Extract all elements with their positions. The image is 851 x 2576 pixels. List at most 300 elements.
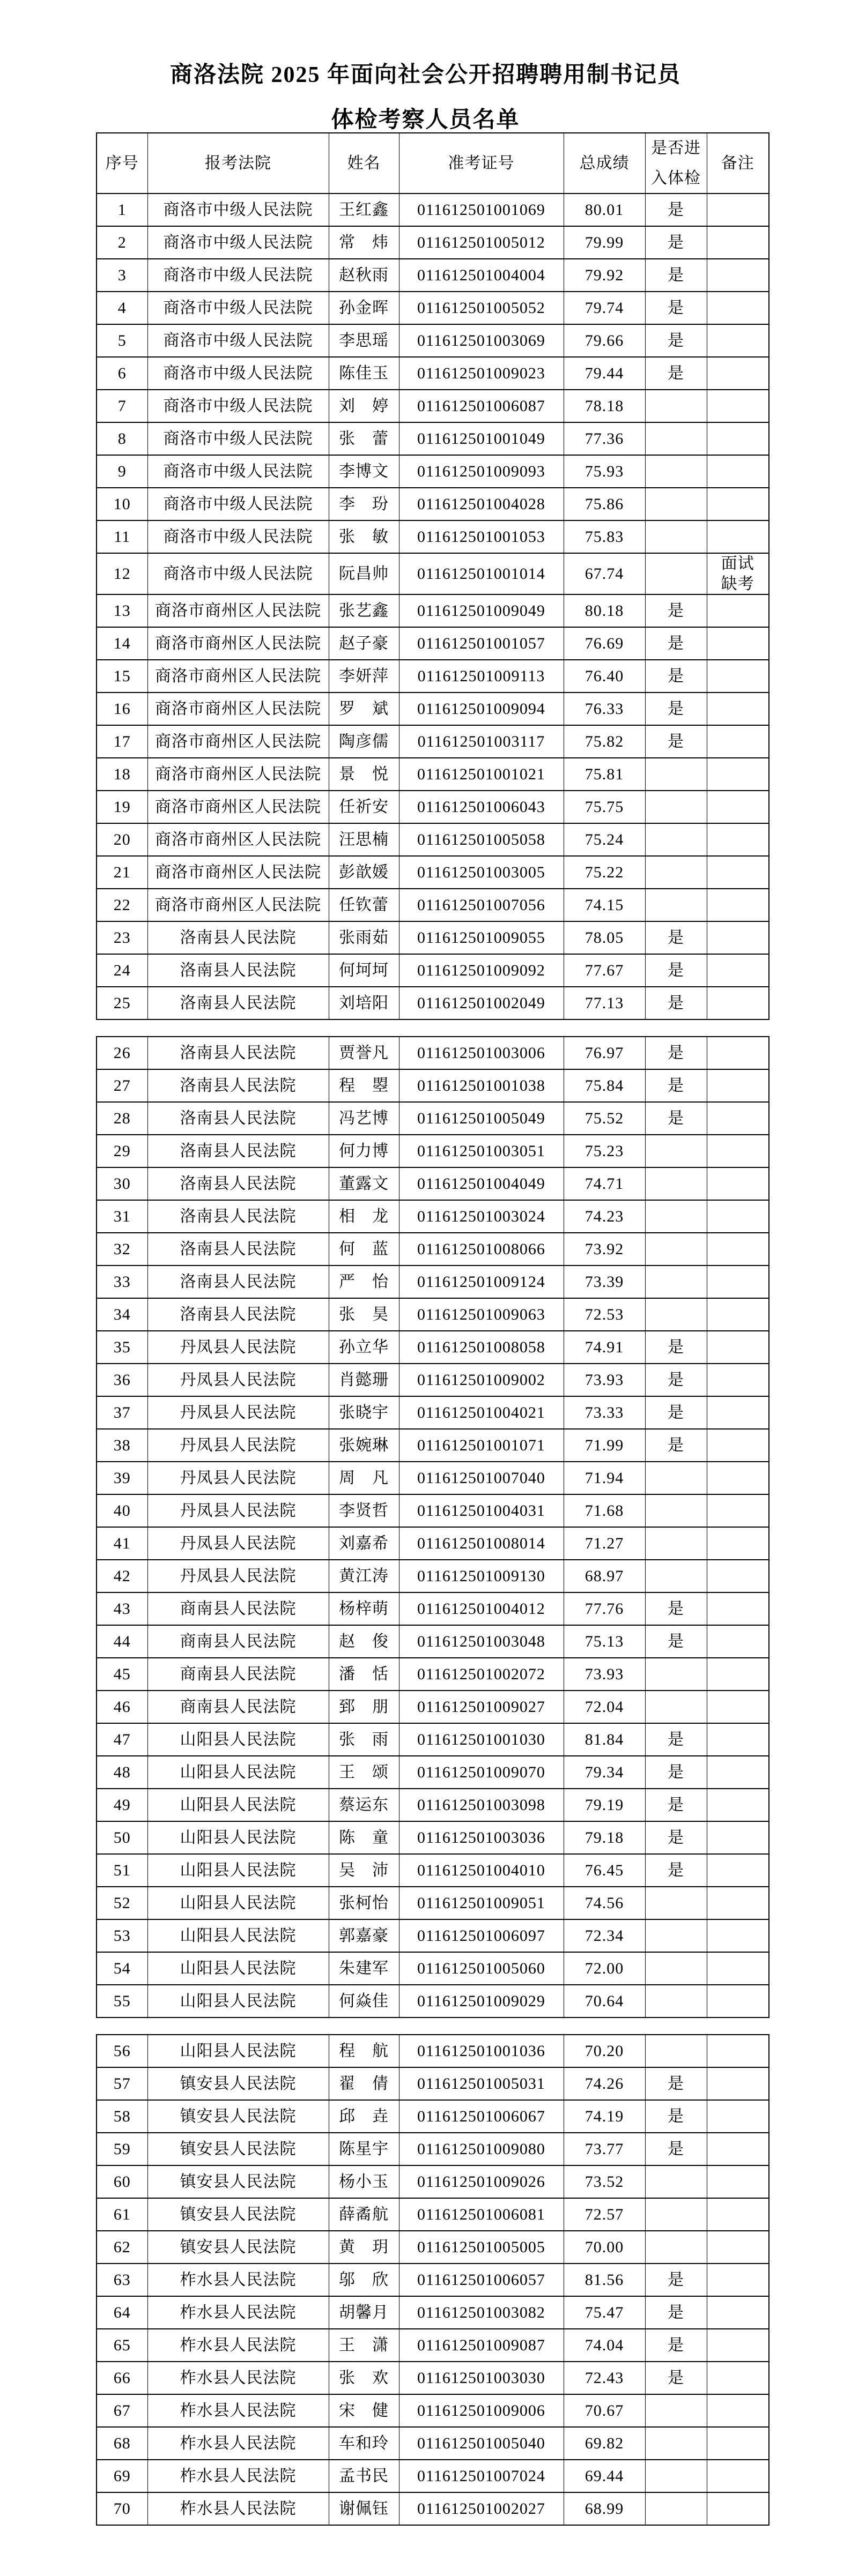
cell-name: 李贤哲 (329, 1494, 399, 1527)
cell-pass: 是 (645, 1331, 707, 1364)
cell-court: 商洛市中级人民法院 (147, 259, 329, 292)
cell-score: 71.94 (564, 1462, 645, 1494)
cell-no: 56 (97, 2035, 147, 2067)
cell-remark (707, 758, 769, 791)
cell-remark (707, 1298, 769, 1331)
cell-remark (707, 520, 769, 553)
cell-score: 74.91 (564, 1331, 645, 1364)
cell-name: 王红鑫 (329, 193, 399, 226)
cell-remark (707, 259, 769, 292)
cell-score: 75.52 (564, 1102, 645, 1135)
cell-name: 孟书民 (329, 2460, 399, 2492)
cell-no: 47 (97, 1723, 147, 1756)
cell-ticket: 011612501007040 (399, 1462, 564, 1494)
cell-no: 48 (97, 1756, 147, 1789)
cell-pass (645, 1952, 707, 1985)
cell-no: 60 (97, 2165, 147, 2198)
cell-remark (707, 791, 769, 823)
cell-court: 柞水县人民法院 (147, 2296, 329, 2329)
cell-remark (707, 2067, 769, 2100)
cell-no: 59 (97, 2133, 147, 2165)
cell-name: 王 潇 (329, 2329, 399, 2362)
cell-ticket: 011612501009063 (399, 1298, 564, 1331)
cell-no: 8 (97, 422, 147, 455)
cell-pass: 是 (645, 594, 707, 627)
cell-no: 62 (97, 2231, 147, 2264)
cell-score: 79.44 (564, 357, 645, 390)
cell-name: 张晓宇 (329, 1396, 399, 1429)
table-row (97, 1298, 769, 1331)
cell-court: 镇安县人民法院 (147, 2133, 329, 2165)
cell-court: 商洛市商州区人民法院 (147, 660, 329, 693)
cell-ticket: 011612501003069 (399, 324, 564, 357)
cell-pass: 是 (645, 1037, 707, 1069)
table-row (97, 292, 769, 324)
cell-court: 商南县人民法院 (147, 1691, 329, 1723)
cell-remark (707, 193, 769, 226)
cell-score: 72.43 (564, 2362, 645, 2394)
cell-no: 36 (97, 1364, 147, 1396)
cell-ticket: 011612501004028 (399, 488, 564, 520)
cell-court: 山阳县人民法院 (147, 1919, 329, 1952)
cell-court: 商洛市商州区人民法院 (147, 889, 329, 921)
cell-no: 50 (97, 1821, 147, 1854)
cell-remark (707, 1102, 769, 1135)
cell-court: 商南县人民法院 (147, 1658, 329, 1691)
cell-pass (645, 1560, 707, 1592)
cell-court: 丹凤县人民法院 (147, 1462, 329, 1494)
cell-remark (707, 2362, 769, 2394)
cell-score: 80.18 (564, 594, 645, 627)
cell-score: 81.56 (564, 2264, 645, 2296)
cell-score: 80.01 (564, 193, 645, 226)
cell-remark (707, 2100, 769, 2133)
cell-court: 丹凤县人民法院 (147, 1429, 329, 1462)
cell-court: 洛南县人民法院 (147, 1102, 329, 1135)
cell-court: 洛南县人民法院 (147, 1167, 329, 1200)
cell-court: 洛南县人民法院 (147, 954, 329, 987)
table-row (97, 1756, 769, 1789)
cell-pass: 是 (645, 259, 707, 292)
cell-remark (707, 2329, 769, 2362)
cell-score: 76.97 (564, 1037, 645, 1069)
cell-remark (707, 2133, 769, 2165)
cell-name: 郅 朋 (329, 1691, 399, 1723)
cell-pass (645, 823, 707, 856)
cell-remark (707, 1560, 769, 1592)
cell-pass (645, 1265, 707, 1298)
cell-name: 黄江涛 (329, 1560, 399, 1592)
cell-ticket: 011612501004031 (399, 1494, 564, 1527)
cell-court: 镇安县人民法院 (147, 2165, 329, 2198)
cell-score: 76.69 (564, 627, 645, 660)
table-row (97, 1952, 769, 1985)
cell-court: 丹凤县人民法院 (147, 1494, 329, 1527)
cell-remark (707, 889, 769, 921)
cell-court: 商洛市中级人民法院 (147, 553, 329, 594)
cell-ticket: 011612501001036 (399, 2035, 564, 2067)
cell-pass (645, 1167, 707, 1200)
cell-score: 74.15 (564, 889, 645, 921)
cell-ticket: 011612501007056 (399, 889, 564, 921)
table-row (97, 1494, 769, 1527)
cell-score: 75.93 (564, 455, 645, 488)
cell-pass (645, 1462, 707, 1494)
cell-pass: 是 (645, 1625, 707, 1658)
cell-score: 74.04 (564, 2329, 645, 2362)
cell-ticket: 011612501009055 (399, 921, 564, 954)
cell-ticket: 011612501006081 (399, 2198, 564, 2231)
cell-remark (707, 1396, 769, 1429)
table-row (97, 2067, 769, 2100)
cell-court: 商洛市中级人民法院 (147, 488, 329, 520)
cell-no: 15 (97, 660, 147, 693)
cell-pass (645, 422, 707, 455)
cell-pass: 是 (645, 1789, 707, 1821)
cell-ticket: 011612501001014 (399, 553, 564, 594)
cell-remark (707, 390, 769, 422)
table-row (97, 889, 769, 921)
table-row (97, 2133, 769, 2165)
cell-no: 53 (97, 1919, 147, 1952)
cell-remark (707, 1952, 769, 1985)
cell-name: 吴 沛 (329, 1854, 399, 1887)
cell-pass: 是 (645, 1429, 707, 1462)
cell-no: 42 (97, 1560, 147, 1592)
cell-score: 73.93 (564, 1364, 645, 1396)
cell-remark (707, 2492, 769, 2525)
cell-name: 张 昊 (329, 1298, 399, 1331)
cell-remark (707, 292, 769, 324)
cell-court: 洛南县人民法院 (147, 1233, 329, 1265)
cell-pass (645, 1494, 707, 1527)
cell-court: 商洛市商州区人民法院 (147, 627, 329, 660)
cell-pass (645, 1135, 707, 1167)
cell-pass (645, 2231, 707, 2264)
table-row (97, 1396, 769, 1429)
cell-pass: 是 (645, 1723, 707, 1756)
table-row (97, 791, 769, 823)
cell-name: 陈佳玉 (329, 357, 399, 390)
cell-ticket: 011612501001057 (399, 627, 564, 660)
cell-ticket: 011612501003005 (399, 856, 564, 889)
cell-no: 34 (97, 1298, 147, 1331)
cell-remark (707, 2231, 769, 2264)
table-row (97, 1691, 769, 1723)
table-row (97, 1592, 769, 1625)
cell-court: 商洛市商州区人民法院 (147, 758, 329, 791)
table-row (97, 1331, 769, 1364)
cell-court: 商洛市商州区人民法院 (147, 823, 329, 856)
cell-court: 柞水县人民法院 (147, 2329, 329, 2362)
cell-no: 17 (97, 725, 147, 758)
cell-no: 24 (97, 954, 147, 987)
cell-name: 潘 恬 (329, 1658, 399, 1691)
cell-remark: 面试缺考 (707, 553, 769, 594)
cell-no: 58 (97, 2100, 147, 2133)
cell-score: 79.18 (564, 1821, 645, 1854)
cell-score: 78.05 (564, 921, 645, 954)
cell-remark (707, 1037, 769, 1069)
table-row (97, 1167, 769, 1200)
cell-ticket: 011612501004004 (399, 259, 564, 292)
cell-no: 35 (97, 1331, 147, 1364)
cell-ticket: 011612501003051 (399, 1135, 564, 1167)
cell-pass: 是 (645, 2362, 707, 2394)
cell-no: 26 (97, 1037, 147, 1069)
table-row (97, 2296, 769, 2329)
cell-ticket: 011612501005005 (399, 2231, 564, 2264)
cell-no: 55 (97, 1985, 147, 2017)
cell-remark (707, 2427, 769, 2460)
cell-score: 77.67 (564, 954, 645, 987)
cell-no: 61 (97, 2198, 147, 2231)
cell-name: 严 怡 (329, 1265, 399, 1298)
cell-score: 75.75 (564, 791, 645, 823)
cell-ticket: 011612501001038 (399, 1069, 564, 1102)
cell-pass (645, 889, 707, 921)
table-row (97, 357, 769, 390)
table-row (97, 1854, 769, 1887)
cell-court: 洛南县人民法院 (147, 1298, 329, 1331)
table-row (97, 2427, 769, 2460)
cell-ticket: 011612501009070 (399, 1756, 564, 1789)
cell-no: 69 (97, 2460, 147, 2492)
cell-pass (645, 390, 707, 422)
cell-score: 74.26 (564, 2067, 645, 2100)
cell-court: 丹凤县人民法院 (147, 1396, 329, 1429)
cell-court: 洛南县人民法院 (147, 921, 329, 954)
cell-score: 72.34 (564, 1919, 645, 1952)
cell-pass (645, 2165, 707, 2198)
cell-score: 74.56 (564, 1887, 645, 1919)
cell-remark (707, 1494, 769, 1527)
cell-no: 65 (97, 2329, 147, 2362)
cell-pass: 是 (645, 2264, 707, 2296)
table-row (97, 1037, 769, 1069)
cell-pass (645, 2035, 707, 2067)
cell-score: 75.47 (564, 2296, 645, 2329)
cell-score: 75.24 (564, 823, 645, 856)
cell-ticket: 011612501003098 (399, 1789, 564, 1821)
cell-score: 79.74 (564, 292, 645, 324)
cell-score: 70.67 (564, 2394, 645, 2427)
cell-court: 柞水县人民法院 (147, 2460, 329, 2492)
cell-score: 75.13 (564, 1625, 645, 1658)
cell-name: 张 蕾 (329, 422, 399, 455)
cell-name: 张雨茹 (329, 921, 399, 954)
cell-pass: 是 (645, 627, 707, 660)
cell-ticket: 011612501009094 (399, 693, 564, 725)
cell-court: 山阳县人民法院 (147, 1854, 329, 1887)
cell-name: 何坷坷 (329, 954, 399, 987)
cell-ticket: 011612501003030 (399, 2362, 564, 2394)
cell-pass (645, 791, 707, 823)
cell-no: 12 (97, 553, 147, 594)
cell-ticket: 011612501009092 (399, 954, 564, 987)
cell-score: 79.99 (564, 226, 645, 259)
cell-name: 李妍萍 (329, 660, 399, 693)
cell-name: 刘培阳 (329, 987, 399, 1019)
cell-remark (707, 1429, 769, 1462)
cell-no: 18 (97, 758, 147, 791)
cell-no: 30 (97, 1167, 147, 1200)
cell-pass (645, 2198, 707, 2231)
table-row (97, 725, 769, 758)
table-row (97, 488, 769, 520)
cell-court: 镇安县人民法院 (147, 2100, 329, 2133)
table-row (97, 921, 769, 954)
cell-score: 72.53 (564, 1298, 645, 1331)
cell-ticket: 011612501003036 (399, 1821, 564, 1854)
cell-pass: 是 (645, 2100, 707, 2133)
cell-ticket: 011612501005040 (399, 2427, 564, 2460)
cell-no: 70 (97, 2492, 147, 2525)
cell-ticket: 011612501004010 (399, 1854, 564, 1887)
cell-score: 79.34 (564, 1756, 645, 1789)
cell-ticket: 011612501009113 (399, 660, 564, 693)
cell-no: 31 (97, 1200, 147, 1233)
cell-court: 山阳县人民法院 (147, 1756, 329, 1789)
cell-name: 何 蓝 (329, 1233, 399, 1265)
cell-remark (707, 1821, 769, 1854)
table-row (97, 2394, 769, 2427)
table-row (97, 193, 769, 226)
cell-name: 程 航 (329, 2035, 399, 2067)
cell-no: 2 (97, 226, 147, 259)
table-row (97, 693, 769, 725)
cell-no: 23 (97, 921, 147, 954)
cell-pass: 是 (645, 1069, 707, 1102)
table-row (97, 2492, 769, 2525)
table-row (97, 758, 769, 791)
cell-score: 81.84 (564, 1723, 645, 1756)
cell-score: 79.66 (564, 324, 645, 357)
cell-court: 商南县人民法院 (147, 1592, 329, 1625)
cell-court: 商洛市中级人民法院 (147, 324, 329, 357)
cell-name: 周 凡 (329, 1462, 399, 1494)
cell-score: 76.33 (564, 693, 645, 725)
table-row (97, 1560, 769, 1592)
cell-score: 74.19 (564, 2100, 645, 2133)
cell-no: 57 (97, 2067, 147, 2100)
cell-ticket: 011612501006087 (399, 390, 564, 422)
cell-court: 镇安县人民法院 (147, 2067, 329, 2100)
cell-ticket: 011612501002027 (399, 2492, 564, 2525)
cell-remark (707, 954, 769, 987)
cell-court: 洛南县人民法院 (147, 1265, 329, 1298)
cell-pass: 是 (645, 1854, 707, 1887)
cell-no: 67 (97, 2394, 147, 2427)
cell-court: 商洛市中级人民法院 (147, 455, 329, 488)
cell-ticket: 011612501003048 (399, 1625, 564, 1658)
table-row (97, 1789, 769, 1821)
cell-no: 28 (97, 1102, 147, 1135)
cell-ticket: 011612501008014 (399, 1527, 564, 1560)
cell-no: 51 (97, 1854, 147, 1887)
cell-remark (707, 1756, 769, 1789)
header-ticket: 准考证号 (399, 133, 564, 193)
cell-remark (707, 2198, 769, 2231)
cell-no: 5 (97, 324, 147, 357)
cell-court: 柞水县人民法院 (147, 2492, 329, 2525)
cell-no: 41 (97, 1527, 147, 1560)
cell-pass (645, 553, 707, 594)
cell-no: 13 (97, 594, 147, 627)
cell-score: 79.92 (564, 259, 645, 292)
cell-no: 27 (97, 1069, 147, 1102)
cell-court: 山阳县人民法院 (147, 1985, 329, 2017)
cell-name: 张柯怡 (329, 1887, 399, 1919)
table-row (97, 520, 769, 553)
table-row (97, 1200, 769, 1233)
cell-pass (645, 488, 707, 520)
cell-pass: 是 (645, 193, 707, 226)
cell-score: 76.40 (564, 660, 645, 693)
cell-ticket: 011612501001053 (399, 520, 564, 553)
cell-no: 52 (97, 1887, 147, 1919)
cell-ticket: 011612501009029 (399, 1985, 564, 2017)
cell-remark (707, 594, 769, 627)
cell-name: 孙立华 (329, 1331, 399, 1364)
cell-remark (707, 1854, 769, 1887)
table-row (97, 1658, 769, 1691)
cell-ticket: 011612501009124 (399, 1265, 564, 1298)
table-row (97, 1527, 769, 1560)
cell-ticket: 011612501004012 (399, 1592, 564, 1625)
cell-name: 任祈安 (329, 791, 399, 823)
cell-no: 29 (97, 1135, 147, 1167)
cell-ticket: 011612501005031 (399, 2067, 564, 2100)
cell-name: 何焱佳 (329, 1985, 399, 2017)
roster-table (96, 132, 768, 2526)
cell-remark (707, 488, 769, 520)
cell-court: 柞水县人民法院 (147, 2362, 329, 2394)
table-row (97, 1364, 769, 1396)
cell-name: 常 炜 (329, 226, 399, 259)
cell-ticket: 011612501009049 (399, 594, 564, 627)
header-remark: 备注 (707, 133, 769, 193)
cell-ticket: 011612501009023 (399, 357, 564, 390)
table-row (97, 987, 769, 1019)
cell-court: 商洛市中级人民法院 (147, 422, 329, 455)
cell-remark (707, 2264, 769, 2296)
cell-no: 44 (97, 1625, 147, 1658)
cell-no: 9 (97, 455, 147, 488)
cell-ticket: 011612501004049 (399, 1167, 564, 1200)
cell-no: 21 (97, 856, 147, 889)
cell-court: 丹凤县人民法院 (147, 1364, 329, 1396)
cell-name: 孙金晖 (329, 292, 399, 324)
cell-remark (707, 2165, 769, 2198)
cell-name: 张 敏 (329, 520, 399, 553)
table-row (97, 1821, 769, 1854)
document-title-line2: 体检考察人员名单 (331, 108, 520, 132)
cell-pass (645, 1233, 707, 1265)
table-row (97, 1265, 769, 1298)
cell-score: 67.74 (564, 553, 645, 594)
cell-name: 贾誉凡 (329, 1037, 399, 1069)
cell-name: 赵秋雨 (329, 259, 399, 292)
cell-name: 董露文 (329, 1167, 399, 1200)
cell-score: 73.93 (564, 1658, 645, 1691)
cell-name: 张 雨 (329, 1723, 399, 1756)
cell-remark (707, 1985, 769, 2017)
cell-ticket: 011612501005052 (399, 292, 564, 324)
header-score: 总成绩 (564, 133, 645, 193)
cell-score: 75.81 (564, 758, 645, 791)
cell-court: 商洛市商州区人民法院 (147, 725, 329, 758)
